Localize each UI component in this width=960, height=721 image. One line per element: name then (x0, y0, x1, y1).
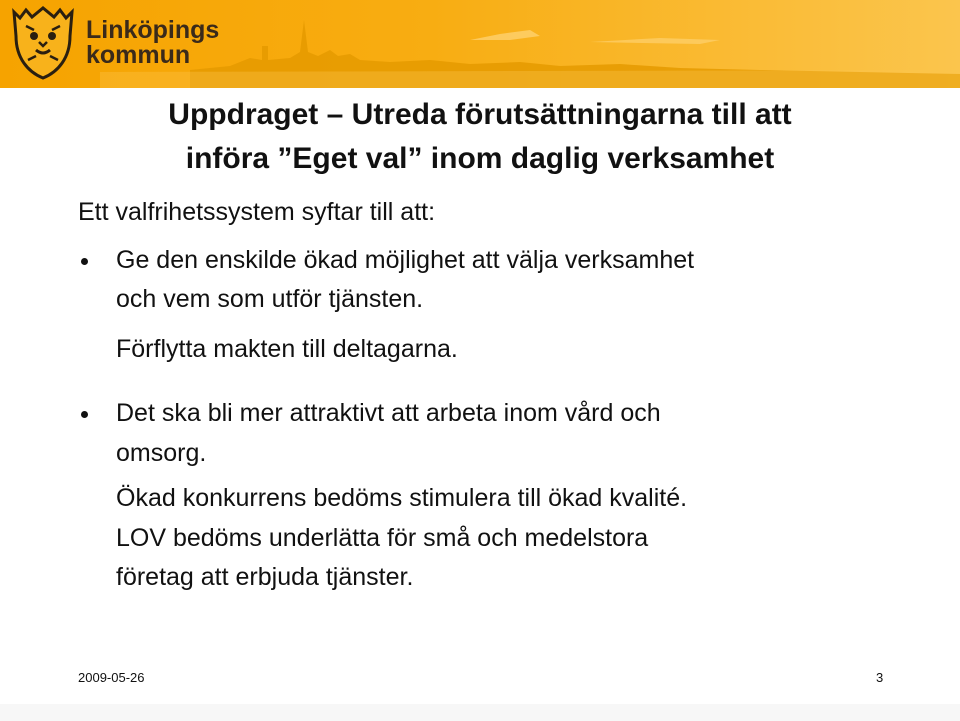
bullet2-line3: Ökad konkurrens bedöms stimulera till ökad kvalité. (116, 484, 688, 512)
header-banner (0, 0, 960, 88)
bullet2-line5: företag att erbjuda tjänster. (116, 563, 414, 591)
slide-title-line2: införa ”Eget val” inom daglig verksamhet (185, 142, 775, 175)
intro-text: Ett valfrihetssystem syftar till att: (78, 198, 436, 226)
bullet2-line4: LOV bedöms underlätta för små och medelstora (116, 524, 649, 552)
page-number: 3 (876, 670, 884, 685)
bullet1-line1: Ge den enskilde ökad möjlighet att välja verksamhet (116, 246, 695, 274)
bullet-dot (81, 411, 88, 418)
bullet2-line1: Det ska bli mer attraktivt att arbeta inom vård och (116, 399, 661, 427)
footer-band (0, 704, 960, 721)
bullet-dot (81, 258, 88, 265)
bullet2-line2: omsorg. (116, 439, 207, 467)
bullet1-line3: Förflytta makten till deltagarna. (116, 335, 458, 363)
org-name-line2: kommun (86, 41, 191, 69)
org-name (86, 18, 219, 68)
slide-title-line1: Uppdraget – Utreda förutsättningarna till att (168, 98, 792, 131)
bullet1-line2: och vem som utför tjänsten. (116, 285, 424, 313)
lion-crest-logo (6, 6, 80, 80)
org-name-line1: Linköpings (86, 16, 220, 44)
footer-date: 2009-05-26 (78, 670, 145, 685)
